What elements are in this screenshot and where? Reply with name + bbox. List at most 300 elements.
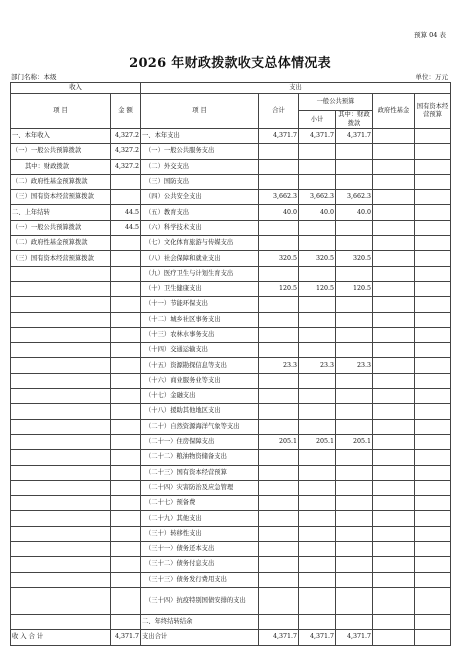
- table-row: [11, 587, 451, 614]
- expense-item: （六）科学技术支出: [141, 220, 259, 235]
- expense-gov-fund: [373, 205, 415, 220]
- expense-state-capital: [415, 526, 451, 541]
- gov-fund-total: [373, 630, 415, 645]
- income-amount-empty: [111, 281, 141, 296]
- expense-fiscal: [336, 266, 373, 281]
- expense-total: [259, 327, 299, 342]
- income-item-empty: [11, 480, 111, 495]
- expense-subtotal: 4,371.7: [299, 129, 336, 144]
- income-amount-empty: [111, 404, 141, 419]
- expense-state-capital: [415, 266, 451, 281]
- expense-state-capital: [415, 465, 451, 480]
- table-row: [11, 343, 451, 358]
- expense-total: 3,662.3: [259, 190, 299, 205]
- expense-gov-fund: [373, 281, 415, 296]
- expense-state-capital: [415, 572, 451, 587]
- income-item-empty: [11, 450, 111, 465]
- expense-gov-fund: [373, 358, 415, 373]
- income-item-empty: [11, 572, 111, 587]
- table-row: [11, 129, 451, 144]
- expense-subtotal: 40.0: [299, 205, 336, 220]
- income-item-empty: [11, 358, 111, 373]
- expense-gov-fund: [373, 404, 415, 419]
- expense-fiscal: 3,662.3: [336, 190, 373, 205]
- expense-fiscal: [336, 236, 373, 251]
- expense-fiscal: [336, 373, 373, 388]
- income-item-empty: [11, 389, 111, 404]
- unit-label: 单位：万元: [415, 73, 448, 81]
- table-row: [11, 614, 451, 629]
- expense-subtotal: [299, 480, 336, 495]
- expense-item: （十六）商业服务业等支出: [141, 373, 259, 388]
- income-item-empty: [11, 587, 111, 614]
- expense-state-capital: [415, 614, 451, 629]
- expense-fiscal: [336, 297, 373, 312]
- expense-item: （三）国防支出: [141, 174, 259, 189]
- totals-row: [11, 630, 451, 645]
- expense-total: 40.0: [259, 205, 299, 220]
- income-item-empty: [11, 511, 111, 526]
- expense-subtotal: [299, 373, 336, 388]
- income-amount-empty: [111, 343, 141, 358]
- expense-total: [259, 297, 299, 312]
- table-row: [11, 174, 451, 189]
- expense-subtotal: [299, 312, 336, 327]
- expense-gov-fund: [373, 587, 415, 614]
- expense-state-capital: [415, 312, 451, 327]
- expense-total: [259, 236, 299, 251]
- expense-total: 4,371.7: [259, 129, 299, 144]
- expense-item: （三十二）债务付息支出: [141, 557, 259, 572]
- expense-subtotal: 3,662.3: [299, 190, 336, 205]
- expense-item: （十三）农林水事务支出: [141, 327, 259, 342]
- expense-state-capital: [415, 419, 451, 434]
- income-amount-empty: [111, 358, 141, 373]
- expense-state-capital: [415, 205, 451, 220]
- table-row: [11, 236, 451, 251]
- expense-item: （十八）援助其他地区支出: [141, 404, 259, 419]
- income-item: 其中：财政拨款: [11, 159, 111, 174]
- expense-gov-fund: [373, 190, 415, 205]
- expense-item: 一、本年支出: [141, 129, 259, 144]
- expense-gov-fund: [373, 251, 415, 266]
- expense-subtotal: 205.1: [299, 434, 336, 449]
- table-row: [11, 496, 451, 511]
- expense-total: [259, 465, 299, 480]
- expense-subtotal: [299, 614, 336, 629]
- expense-gov-fund: [373, 159, 415, 174]
- expense-fiscal: 23.3: [336, 358, 373, 373]
- expense-subtotal: [299, 526, 336, 541]
- expense-total: 23.3: [259, 358, 299, 373]
- expense-subtotal: 23.3: [299, 358, 336, 373]
- income-item-empty: [11, 343, 111, 358]
- expense-total: [259, 614, 299, 629]
- expense-subtotal: [299, 557, 336, 572]
- income-amount: 4,327.2: [111, 159, 141, 174]
- expense-gov-fund: [373, 236, 415, 251]
- expense-subtotal: [299, 419, 336, 434]
- expense-total: [259, 587, 299, 614]
- expense-fiscal: [336, 496, 373, 511]
- income-amount-empty: [111, 542, 141, 557]
- expense-subtotal: [299, 343, 336, 358]
- income-item: 一、本年收入: [11, 129, 111, 144]
- income-total-amount: 4,371.7: [111, 630, 141, 645]
- income-amount: 4,327.2: [111, 129, 141, 144]
- expense-total: [259, 220, 299, 235]
- income-item: （一）一般公共预算拨款: [11, 144, 111, 159]
- expense-total: [259, 511, 299, 526]
- expense-total: [259, 159, 299, 174]
- income-amount-empty: [111, 434, 141, 449]
- expense-item: （十五）资源勘探信息等支出: [141, 358, 259, 373]
- expense-state-capital: [415, 159, 451, 174]
- income-item: （三）国有资本经营预算拨款: [11, 251, 111, 266]
- expense-gov-fund: [373, 434, 415, 449]
- expense-state-capital: [415, 327, 451, 342]
- table-row: [11, 281, 451, 296]
- expense-subtotal: [299, 144, 336, 159]
- expense-gov-fund: [373, 572, 415, 587]
- expense-gov-fund: [373, 297, 415, 312]
- table-row: [11, 190, 451, 205]
- expense-state-capital: [415, 251, 451, 266]
- income-amount-empty: [111, 419, 141, 434]
- expense-state-capital: [415, 236, 451, 251]
- expense-fiscal: [336, 343, 373, 358]
- expense-state-capital: [415, 557, 451, 572]
- expense-fiscal: [336, 572, 373, 587]
- expense-state-capital: [415, 480, 451, 495]
- table-row: [11, 434, 451, 449]
- expense-state-capital: [415, 297, 451, 312]
- expense-item: （三十四）抗疫特别国债安排的支出: [141, 587, 259, 614]
- table-row: [11, 327, 451, 342]
- expense-total: [259, 174, 299, 189]
- expense-subtotal: [299, 496, 336, 511]
- income-header: 收入: [11, 83, 141, 94]
- expense-state-capital: [415, 281, 451, 296]
- income-amount-empty: [111, 526, 141, 541]
- expense-item: （十二）城乡社区事务支出: [141, 312, 259, 327]
- expense-fiscal: [336, 159, 373, 174]
- expense-total: [259, 480, 299, 495]
- expense-state-capital: [415, 542, 451, 557]
- expense-fiscal: [336, 327, 373, 342]
- income-item: 二、上年结转: [11, 205, 111, 220]
- table-row: [11, 404, 451, 419]
- expense-total: [259, 419, 299, 434]
- income-amount: 4,327.2: [111, 144, 141, 159]
- income-amount-empty: [111, 450, 141, 465]
- expense-gov-fund: [373, 343, 415, 358]
- expense-total-label: 支出合计: [141, 630, 259, 645]
- income-item-empty: [11, 465, 111, 480]
- expense-fiscal: [336, 465, 373, 480]
- expense-gov-fund: [373, 465, 415, 480]
- income-amount-empty: [111, 327, 141, 342]
- income-item-empty: [11, 266, 111, 281]
- expense-gov-fund: [373, 389, 415, 404]
- department-label: 部门名称：本级: [11, 73, 57, 81]
- expense-fiscal: [336, 526, 373, 541]
- expense-subtotal: [299, 587, 336, 614]
- income-item-empty: [11, 373, 111, 388]
- expense-item: （十七）金融支出: [141, 389, 259, 404]
- income-amount-empty: [111, 511, 141, 526]
- income-item-empty: [11, 297, 111, 312]
- expense-state-capital: [415, 511, 451, 526]
- expense-fiscal: [336, 557, 373, 572]
- expense-subtotal: [299, 465, 336, 480]
- income-amount-empty: [111, 312, 141, 327]
- table-row: [11, 511, 451, 526]
- expense-fiscal: [336, 144, 373, 159]
- income-amount-empty: [111, 297, 141, 312]
- expense-item: （二十一）住房保障支出: [141, 434, 259, 449]
- expense-item-header: 项 目: [141, 94, 259, 129]
- expense-gov-fund: [373, 327, 415, 342]
- income-amount-empty: [111, 373, 141, 388]
- table-row: [11, 542, 451, 557]
- table-row: [11, 312, 451, 327]
- expense-fiscal: [336, 419, 373, 434]
- expense-state-capital: [415, 343, 451, 358]
- income-amount-empty: [111, 266, 141, 281]
- expense-item: （三十一）债务还本支出: [141, 542, 259, 557]
- income-item-empty: [11, 419, 111, 434]
- expense-item: （一）一般公共服务支出: [141, 144, 259, 159]
- expense-total: [259, 542, 299, 557]
- income-amount: 44.5: [111, 205, 141, 220]
- expense-gov-fund: [373, 480, 415, 495]
- table-row: [11, 205, 451, 220]
- expense-item: （二）外交支出: [141, 159, 259, 174]
- expense-item: （五）教育支出: [141, 205, 259, 220]
- income-item-empty: [11, 281, 111, 296]
- expense-item: （四）公共安全支出: [141, 190, 259, 205]
- expense-item: （十一）节能环保支出: [141, 297, 259, 312]
- income-amount: 44.5: [111, 220, 141, 235]
- income-amount: [111, 190, 141, 205]
- expense-subtotal: [299, 174, 336, 189]
- expense-fiscal: [336, 614, 373, 629]
- expense-gov-fund: [373, 312, 415, 327]
- expense-state-capital: [415, 389, 451, 404]
- state-capital-total: [415, 630, 451, 645]
- expense-subtotal: 320.5: [299, 251, 336, 266]
- expense-state-capital: [415, 174, 451, 189]
- income-amount-empty: [111, 614, 141, 629]
- expense-subtotal: [299, 450, 336, 465]
- expense-total: [259, 526, 299, 541]
- income-item-empty: [11, 496, 111, 511]
- income-item-empty: [11, 404, 111, 419]
- table-row: [11, 480, 451, 495]
- expense-gov-fund: [373, 129, 415, 144]
- income-total-label: 收 入 合 计: [11, 630, 111, 645]
- income-amount: [111, 236, 141, 251]
- expense-item: （九）医疗卫生与计划生育支出: [141, 266, 259, 281]
- page-title: 2026 年财政拨款收支总体情况表: [129, 56, 331, 71]
- income-amount-empty: [111, 480, 141, 495]
- expense-gov-fund: [373, 220, 415, 235]
- income-item: （二）政府性基金预算拨款: [11, 174, 111, 189]
- income-amount-empty: [111, 572, 141, 587]
- income-amount-empty: [111, 465, 141, 480]
- expense-subtotal: [299, 404, 336, 419]
- income-amount: [111, 251, 141, 266]
- expense-total: [259, 572, 299, 587]
- table-row: [11, 419, 451, 434]
- table-row: [11, 373, 451, 388]
- table-row: [11, 297, 451, 312]
- table-row: [11, 220, 451, 235]
- table-row: [11, 389, 451, 404]
- income-item-empty: [11, 614, 111, 629]
- table-code: 预算 04 表: [414, 31, 446, 39]
- income-item-empty: [11, 542, 111, 557]
- expense-grand-total: 4,371.7: [259, 630, 299, 645]
- income-amount-empty: [111, 389, 141, 404]
- expense-subtotal: [299, 389, 336, 404]
- expense-gov-fund: [373, 542, 415, 557]
- expense-total: [259, 496, 299, 511]
- expense-item: （二十）自然资源海洋气象等支出: [141, 419, 259, 434]
- table-row: [11, 144, 451, 159]
- expense-subtotal: [299, 266, 336, 281]
- expense-item: （三十）转移性支出: [141, 526, 259, 541]
- expense-subtotal: [299, 297, 336, 312]
- expense-subtotal: [299, 327, 336, 342]
- expense-gov-fund: [373, 174, 415, 189]
- expense-item: （二十三）国有资本经营预算: [141, 465, 259, 480]
- expense-item: （二十四）灾害防治及应急管理: [141, 480, 259, 495]
- income-item-empty: [11, 526, 111, 541]
- expense-state-capital: [415, 190, 451, 205]
- expense-total: [259, 557, 299, 572]
- expense-fiscal: 120.5: [336, 281, 373, 296]
- expense-grand-fiscal: 4,371.7: [336, 630, 373, 645]
- expense-header: 支出: [141, 83, 451, 94]
- expense-item: （七）文化体育旅游与传媒支出: [141, 236, 259, 251]
- expense-total: [259, 404, 299, 419]
- expense-gov-fund: [373, 450, 415, 465]
- expense-fiscal: [336, 587, 373, 614]
- expense-fiscal: 4,371.7: [336, 129, 373, 144]
- expense-gov-fund: [373, 614, 415, 629]
- expense-item: 二、年终结转结余: [141, 614, 259, 629]
- income-item-header: 项 目: [11, 94, 111, 129]
- expense-fiscal: [336, 480, 373, 495]
- finance-table: [10, 82, 451, 646]
- expense-fiscal: [336, 220, 373, 235]
- expense-fiscal: [336, 174, 373, 189]
- income-amount: [111, 174, 141, 189]
- income-item-empty: [11, 312, 111, 327]
- expense-state-capital: [415, 129, 451, 144]
- expense-state-capital: [415, 144, 451, 159]
- expense-gov-fund: [373, 373, 415, 388]
- expense-state-capital: [415, 450, 451, 465]
- state-capital-header: 国有资本经营预算: [415, 94, 451, 129]
- expense-fiscal: 40.0: [336, 205, 373, 220]
- expense-total: [259, 144, 299, 159]
- expense-total: [259, 389, 299, 404]
- expense-fiscal: 320.5: [336, 251, 373, 266]
- expense-subtotal: [299, 511, 336, 526]
- table-row: [11, 572, 451, 587]
- expense-state-capital: [415, 404, 451, 419]
- income-amount-header: 金 额: [111, 94, 141, 129]
- income-item-empty: [11, 434, 111, 449]
- table-row: [11, 526, 451, 541]
- expense-fiscal: [336, 542, 373, 557]
- expense-total: [259, 343, 299, 358]
- expense-item: （十四）交通运输支出: [141, 343, 259, 358]
- expense-item: （二十九）其他支出: [141, 511, 259, 526]
- income-item-empty: [11, 557, 111, 572]
- expense-gov-fund: [373, 526, 415, 541]
- expense-subtotal: [299, 159, 336, 174]
- expense-subtotal: [299, 542, 336, 557]
- expense-item: （三十三）债务发行费用支出: [141, 572, 259, 587]
- expense-subtotal: 120.5: [299, 281, 336, 296]
- expense-state-capital: [415, 587, 451, 614]
- expense-fiscal: 205.1: [336, 434, 373, 449]
- expense-total: [259, 312, 299, 327]
- expense-item: （十）卫生健康支出: [141, 281, 259, 296]
- expense-gov-fund: [373, 419, 415, 434]
- table-row: [11, 266, 451, 281]
- expense-total: 120.5: [259, 281, 299, 296]
- table-row: [11, 465, 451, 480]
- expense-subtotal: [299, 572, 336, 587]
- income-amount-empty: [111, 587, 141, 614]
- expense-total: 320.5: [259, 251, 299, 266]
- expense-fiscal: [336, 404, 373, 419]
- expense-subtotal: [299, 220, 336, 235]
- expense-total: [259, 266, 299, 281]
- general-budget-header: 一般公共预算: [299, 94, 373, 111]
- expense-item: （八）社会保障和就业支出: [141, 251, 259, 266]
- expense-state-capital: [415, 373, 451, 388]
- income-amount-empty: [111, 557, 141, 572]
- income-item: （一）一般公共预算拨款: [11, 220, 111, 235]
- expense-subtotal: [299, 236, 336, 251]
- expense-state-capital: [415, 358, 451, 373]
- expense-gov-fund: [373, 496, 415, 511]
- total-header: 合计: [259, 94, 299, 129]
- subtotal-header: 小计: [299, 111, 336, 129]
- fiscal-header: 其中：财政拨款: [336, 111, 373, 129]
- income-item-empty: [11, 327, 111, 342]
- table-row: [11, 251, 451, 266]
- expense-state-capital: [415, 496, 451, 511]
- table-row: [11, 159, 451, 174]
- expense-item: （二十二）粮油物资储备支出: [141, 450, 259, 465]
- expense-gov-fund: [373, 511, 415, 526]
- expense-gov-fund: [373, 144, 415, 159]
- table-row: [11, 450, 451, 465]
- gov-fund-header: 政府性基金: [373, 94, 415, 129]
- expense-fiscal: [336, 312, 373, 327]
- income-item: （三）国有资本经营预算拨款: [11, 190, 111, 205]
- expense-total: [259, 450, 299, 465]
- table-row: [11, 358, 451, 373]
- expense-state-capital: [415, 434, 451, 449]
